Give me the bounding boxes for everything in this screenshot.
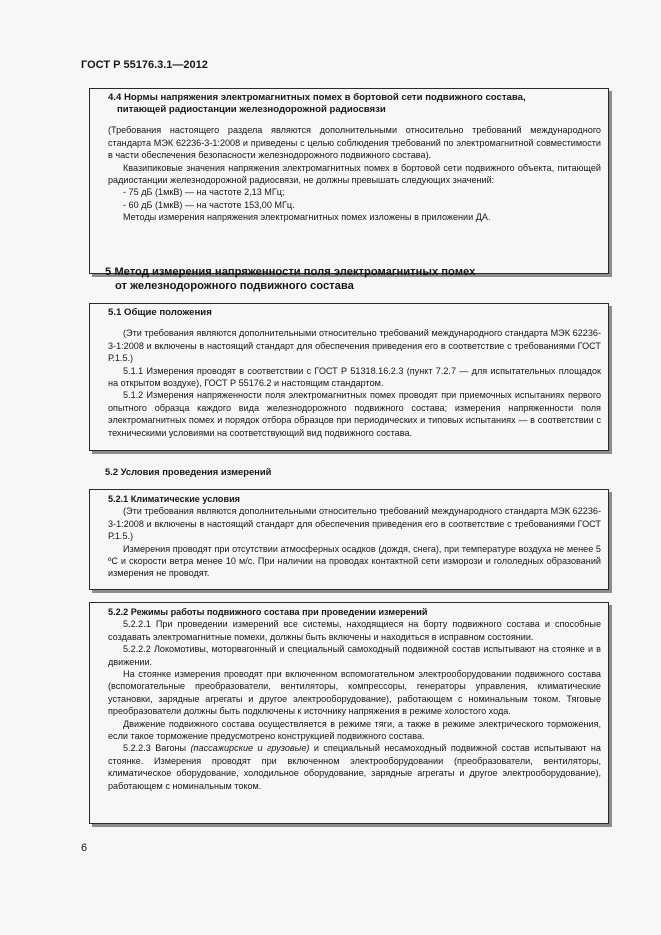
page-number: 6 xyxy=(81,842,88,854)
document-header: ГОСТ Р 55176.3.1—2012 xyxy=(81,59,208,71)
section-5-2-1-heading: 5.2.1 Климатические условия xyxy=(108,494,240,504)
section-5-title xyxy=(105,265,475,293)
section-5-1-heading: 5.1 Общие положения xyxy=(108,307,212,318)
section-5-title-line-2: от железнодорожного подвижного состава xyxy=(115,280,354,292)
section-5-2-title: 5.2 Условия проведения измерений xyxy=(105,466,272,477)
section-5-2-2-3 xyxy=(108,742,601,792)
limit-item-2: - 60 дБ (1мкВ) — на частоте 153,00 МГц. xyxy=(123,199,295,210)
section-5-2-2-box xyxy=(89,602,609,824)
section-4-4-para-2: Квазипиковые значения напряжения электромагнитных помех в бортовой сети подвижного объекта, питающей радиостанции железнодорожной радиосвязи, не должны превышать следующих значений: xyxy=(108,162,601,186)
section-5-2-2-1: 5.2.2.1 При проведении измерений все системы, находящиеся на борту подвижного состава и способные создавать электромагнитные помехи, должны быть включены и находиться в исправном состоянии. xyxy=(108,619,601,642)
section-5-2-2-2-para-2: На стоянке измерения проводят при включенном вспомогательном электрооборудовании подвижного состава (вспомогательные преобразователи, вентиляторы, компрессоры, генераторы управления, климатические установки, зарядные агрегаты и другое электрооборудование), работающем с номинальным током. Тяговые преобразователи должны быть подключены к источнику напряжения в режиме холостого хода. xyxy=(108,669,601,717)
section-5-2-2-2: 5.2.2.2 Локомотивы, моторвагонный и специальный самоходный подвижной состав испытывают на стоянке и в движении. xyxy=(108,644,601,667)
section-5-2-1-box xyxy=(89,489,609,590)
section-5-2-2-3-text: и специальный несамоходный подвижной состав испытывают на стоянке. Измерения проводят при включенном электрооборудовании (преобразователи, вентиляторы, климатическое оборудование, холодильное оборудование, зарядные агрегаты и другое электрооборудование), работающем с номинальным током. xyxy=(108,743,601,791)
section-4-4-heading: 4.4 Нормы напряжения электромагнитных помех в бортовой сети подвижного состава, xyxy=(108,92,526,103)
wagon-types-italic: (пассажирские и грузовые) xyxy=(190,743,310,754)
section-5-2-1-para-2: Измерения проводят при отсутствии атмосферных осадков (дождя, снега), при температуре воздуха не менее 5 ºС и скорости ветра менее 10 м/с. При наличии на проводах контактной сети изморози и гололедных образований измерения не проводят. xyxy=(108,543,601,579)
section-5-title-line-1: 5 Метод измерения напряженности поля электромагнитных помех xyxy=(105,266,476,278)
section-5-2-2-heading: 5.2.2 Режимы работы подвижного состава при проведении измерений xyxy=(108,607,428,617)
section-5-2-1-para-1: (Эти требования являются дополнительными относительно требований международного стандарта МЭК 62236-3-1:2008 и включены в настоящий стандарт для обеспечения приведения его в соответствие с требованиями ГОСТ Р.1.5.) xyxy=(108,506,601,542)
section-5-2-2-3-label: 5.2.2.3 Вагоны xyxy=(123,743,191,754)
section-4-4-box xyxy=(89,88,609,274)
section-5-1-1: 5.1.1 Измерения проводят в соответствии с ГОСТ Р 51318.16.2.3 (пункт 7.2.7 — для испытательных площадок на открытом воздухе), ГОСТ Р 55176.2 и настоящим стандартом. xyxy=(108,365,601,389)
section-5-1-para-1: (Эти требования являются дополнительными относительно требований международного стандарта МЭК 62236-3-1:2008 и включены в настоящий стандарт для обеспечения приведения его в соответствие с требованиями ГОСТ Р.1.5.) xyxy=(108,328,601,364)
section-4-4-para-3: Методы измерения напряжения электромагнитных помех изложены в приложении ДА. xyxy=(123,212,491,223)
limit-item-1: - 75 дБ (1мкВ) — на частоте 2,13 МГц; xyxy=(123,187,285,198)
section-4-4-heading-cont: питающей радиостанции железнодорожной радиосвязи xyxy=(117,104,386,116)
section-4-4-para-1: (Требования настоящего раздела являются дополнительными относительно требований международного стандарта МЭК 62236-3-1:2008 и приведены с целью соблюдения требований по электромагнитной совместимости в части обеспечения безопасности железнодорожного подвижного состава). xyxy=(108,125,601,161)
section-5-1-box xyxy=(89,303,609,451)
section-5-1-2: 5.1.2 Измерения напряженности поля электромагнитных помех проводят при приемочных испытаниях первого опытного образца каждого вида железнодорожного подвижного состава; измерения напряженности поля электромагнитных помех и порядок отбора образцов при периодических и типовых испытаниях — в соответствии с техническими условиями на соответствующий вид подвижного состава. xyxy=(108,390,601,438)
section-5-2-2-2-para-3: Движение подвижного состава осуществляется в режиме тяги, а также в режиме электрического торможения, если такое торможение предусмотрено конструкцией подвижного состава. xyxy=(108,718,601,742)
